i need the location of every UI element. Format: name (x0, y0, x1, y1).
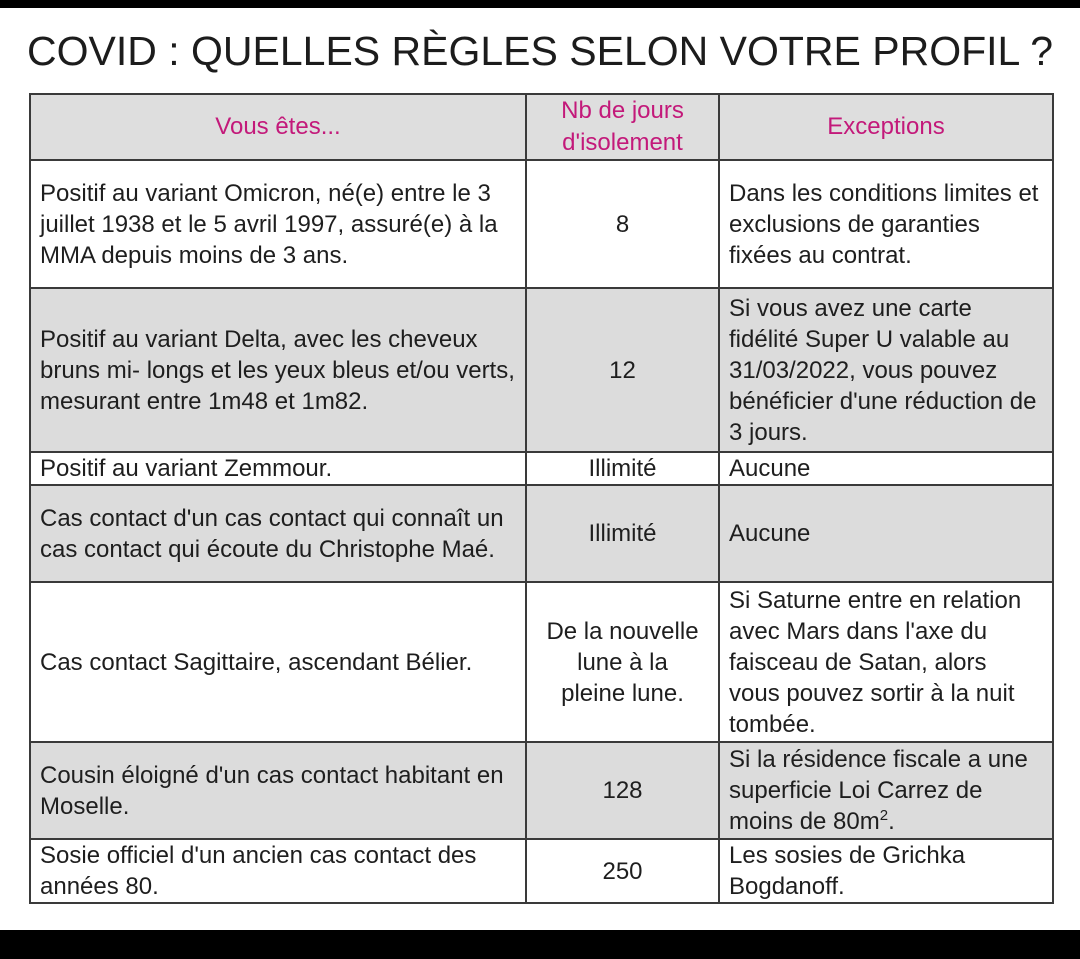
rules-table (29, 93, 1054, 904)
exceptions-text: Si la résidence fiscale a une superficie Loi Carrez de moins de 80m (729, 746, 1028, 835)
table-row (30, 582, 1053, 742)
exceptions-period: . (888, 808, 895, 835)
cell-days: 250 (526, 839, 719, 903)
cell-days: Illimité (526, 485, 719, 582)
header-days: Nb de jours d'isolement (526, 94, 719, 160)
bottom-black-bar (0, 930, 1080, 959)
cell-exceptions: Aucune (719, 452, 1053, 485)
header-profile: Vous êtes... (30, 94, 526, 160)
cell-exceptions: Les sosies de Grichka Bogdanoff. (719, 839, 1053, 903)
cell-profile: Cousin éloigné d'un cas contact habitant en Moselle. (30, 742, 526, 839)
cell-days: 128 (526, 742, 719, 839)
cell-days: De la nouvelle lune à la pleine lune. (526, 582, 719, 742)
header-exceptions: Exceptions (719, 94, 1053, 160)
cell-profile: Cas contact Sagittaire, ascendant Bélier. (30, 582, 526, 742)
page-title: COVID : QUELLES RÈGLES SELON VOTRE PROFIL ? (26, 28, 1054, 74)
superscript-two: 2 (879, 807, 889, 824)
table-row (30, 742, 1053, 839)
cell-exceptions: Si vous avez une carte fidélité Super U valable au 31/03/2022, vous pouvez bénéficier d'une réduction de 3 jours. (719, 288, 1053, 452)
table-row (30, 839, 1053, 903)
cell-exceptions: Aucune (719, 485, 1053, 582)
document-sheet (0, 8, 1080, 930)
cell-days: 8 (526, 160, 719, 288)
cell-days: Illimité (526, 452, 719, 485)
table-row (30, 485, 1053, 582)
top-black-bar (0, 0, 1080, 8)
cell-exceptions: Dans les conditions limites et exclusions de garanties fixées au contrat. (719, 160, 1053, 288)
cell-profile: Positif au variant Omicron, né(e) entre le 3 juillet 1938 et le 5 avril 1997, assuré(e) à la MMA depuis moins de 3 ans. (30, 160, 526, 288)
table-header-row (30, 94, 1053, 160)
table-row (30, 452, 1053, 485)
cell-days: 12 (526, 288, 719, 452)
cell-profile: Cas contact d'un cas contact qui connaît un cas contact qui écoute du Christophe Maé. (30, 485, 526, 582)
cell-exceptions (719, 742, 1053, 839)
cell-profile: Positif au variant Delta, avec les cheveux bruns mi- longs et les yeux bleus et/ou verts, mesurant entre 1m48 et 1m82. (30, 288, 526, 452)
table-row (30, 160, 1053, 288)
cell-profile: Sosie officiel d'un ancien cas contact des années 80. (30, 839, 526, 903)
cell-exceptions: Si Saturne entre en relation avec Mars dans l'axe du faisceau de Satan, alors vous pouvez sortir à la nuit tombée. (719, 582, 1053, 742)
cell-profile: Positif au variant Zemmour. (30, 452, 526, 485)
table-row (30, 288, 1053, 452)
